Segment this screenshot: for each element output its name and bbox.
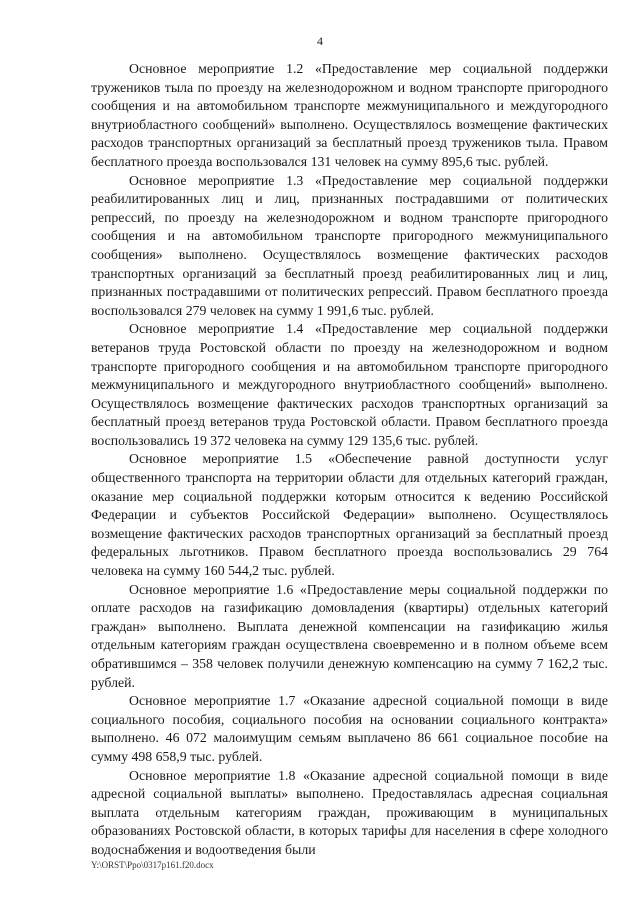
paragraph-measure-1-2: Основное мероприятие 1.2 «Предоставление мер социальной поддержки тружеников тыла по проезду на железнодорожном и водном транспорте пригородного сообщения и на автомобильном транспорте межмуниципального и междугородного внутриобластного сообщений» выполнено. Осуществлялось возмещение фактических расходов транспортных организаций за бесплатный проезд тружеников тыла. Правом бесплатного проезда воспользовался 131 человек на сумму 895,6 тыс. рублей. (91, 61, 608, 169)
paragraph-measure-1-3: Основное мероприятие 1.3 «Предоставление мер социальной поддержки реабилитированных лиц и лиц, признанных пострадавшими от политических репрессий, по проезду на железнодорожном и водном транспорте пригородного сообщения и на автомобильном транспорте пригородного межмуниципального сообщения» выполнено. Осуществлялось возмещение фактических расходов транспортных организаций за бесплатный проезд реабилитированных лиц и лиц, признанных пострадавшими от политических репрессий. Правом бесплатного проезда воспользовался 279 человек на сумму 1 991,6 тыс. рублей. (91, 172, 608, 318)
page-number: 4 (317, 34, 323, 48)
paragraph-measure-1-7: Основное мероприятие 1.7 «Оказание адресной социальной помощи в виде социального пособия, социального пособия на основании социального контракта» выполнено. 46 072 малоимущим семьям выплачено 86 661 социальное пособие на сумму 498 658,9 тыс. рублей. (91, 693, 608, 764)
paragraph-measure-1-4: Основное мероприятие 1.4 «Предоставление мер социальной поддержки ветеранов труда Ростовской области по проезду на железнодорожном и водном транспорте пригородного сообщения и на автомобильном транспорте пригородного межмуниципального и междугородного внутриобластного сообщений» выполнено. Осуществлялось возмещение фактических расходов транспортных организаций за бесплатный проезд ветеранов труда Ростовской области. Правом бесплатного проезда воспользовались 19 372 человека на сумму 129 135,6 тыс. рублей. (91, 321, 608, 448)
paragraph-measure-1-6: Основное мероприятие 1.6 «Предоставление меры социальной поддержки по оплате расходов на газификацию домовладения (квартиры) отдельных категорий граждан» выполнено. Выплата денежной компенсации на газификацию жилья отдельным категориям граждан осуществлена своевременно и в полном объеме всем обратившимся – 358 человек получили денежную компенсацию на сумму 7 162,2 тыс. рублей. (91, 581, 608, 690)
document-body (91, 60, 608, 860)
paragraph-measure-1-8: Основное мероприятие 1.8 «Оказание адресной социальной помощи в виде адресной социальной выплаты» выполнено. Предоставлялась адресная социальная выплата отдельным категориям граждан, проживающим в муниципальных образованиях Ростовской области, в которых тарифы для населения в сфере холодного водоснабжения и водоотведения были (91, 767, 608, 857)
footer-file-path: Y:\ORST\Ppo\0317p161.f20.docx (91, 860, 214, 870)
paragraph-measure-1-5: Основное мероприятие 1.5 «Обеспечение равной доступности услуг общественного транспорта на территории области для отдельных категорий граждан, оказание мер социальной поддержки которым относится к ведению Российской Федерации и субъектов Российской Федерации» выполнено. Осуществлялось возмещение фактических расходов транспортных организаций за бесплатный проезд федеральных льготников. Правом бесплатного проезда воспользовались 29 764 человека на сумму 160 544,2 тыс. рублей. (91, 451, 608, 579)
